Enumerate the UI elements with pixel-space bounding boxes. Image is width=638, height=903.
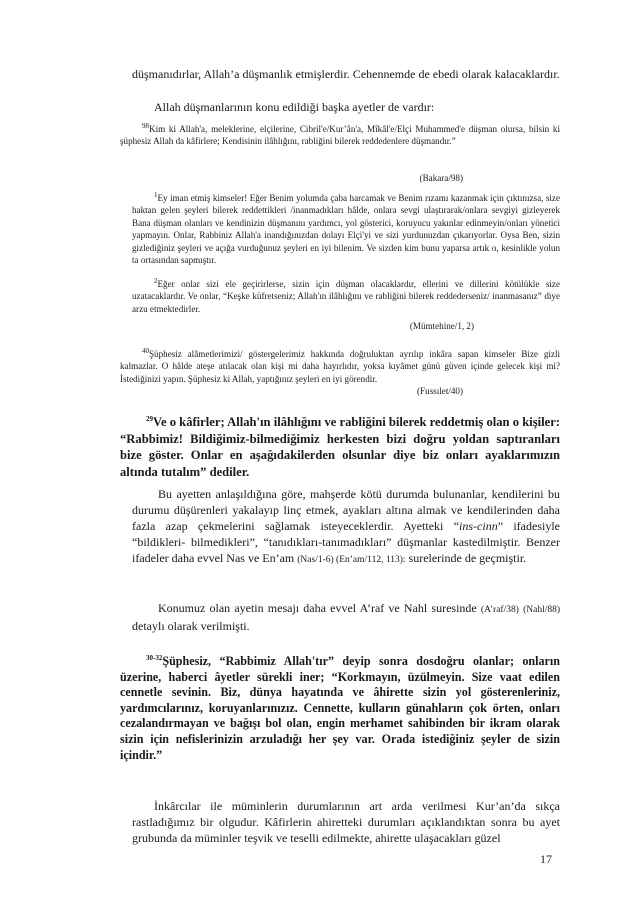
text-run: Bu ayetten anlaşıldığına göre, mahşerde kötü durumda bulunanlar, kendilerini bu durumu düşürenleri yakalayıp linç etmek, ayakları altına almak ve kendilerinden daha fazla azap çekmelerini sağlamak isteyeceklerdir. Ayetteki “ [132,487,560,533]
quote-reference: (Fussılet/40) [417,386,463,396]
paragraph-final: İnkârcılar ile müminlerin durumlarının art arda verilmesi Kur’an’da sıkça rastladığımız bir olgudur. Kâfirlerin ahiretteki durumları açıklandıktan sonra bu ayet grubunda da müminler teşvik ve teselli edilmekte, ahirette ulaşacakları güzel [132,799,560,845]
quote-reference: (Bakara/98) [419,173,463,183]
text-run: detaylı olarak verilmişti. [132,619,250,633]
quote-text: Şüphesiz alâmetlerimizi/ göstergelerimiz hakkında doğruluktan ayrılıp inkâra sapan kimseler Bize gizli kalmazlar. O hâlde ateşe atılacak olan kişi mi daha hayırlıdır, yoksa kıyâmet günü güven içinde gelecek kişi mi? İstediğinizi yapın. Şüphesiz ki Allah, yaptığınız şeyleri en iyi görendir. [120,349,560,384]
paragraph-explanation [132,486,560,568]
quote-fussilet-40 [120,348,560,385]
page-number: 17 [540,852,552,866]
verse-text: Ve o kâfirler; Allah'ın ilâhlığını ve rabliğini bilerek reddetmiş olan o kişiler: “Rabbimiz! Bildiğimiz-bilmediğimiz herkesten bizi doğru yoldan saptıranları bize göster. Onlar en aşağıdakilerden olsunlar diye biz onları ayaklarımızın altında tutalım” dediler. [120,415,560,479]
paragraph-intro: düşmanıdırlar, Allah’a düşmanlık etmişlerdir. Cehennemde de ebedi olarak kalacaklardır. [132,67,560,81]
verse-number: 1 [154,190,158,199]
surah-reference: (A’raf/38) [480,605,519,615]
quote-reference: (Mümtehine/1, 2) [409,321,474,331]
verse-number: 30-32 [146,653,163,662]
verse-29 [120,414,560,480]
paragraph-topic [132,600,560,634]
quote-bakara-98 [120,123,560,148]
text-run: ” ifadesiyle “bildikleri- bilmedikleri”, “tanıdıkları-tanımadıkları” düşmanlar kastedilmiştir. Benzer ifadeler daha evvel Nas ve En’am [132,519,560,565]
verse-number: 29 [146,414,153,423]
quote-text: Eğer onlar sizi ele geçirirlerse, sizin için düşman olacaklardır, ellerini ve dillerini kötülükle size uzatacaklardır. Ve onlar, “Keşke küfretseniz; Allah'ın ilâhlığını ve rabliğini bilerek reddederseniz/ inanmasanız” diye arzu etmektedirler. [132,279,560,314]
verse-number: 2 [154,276,158,285]
paragraph-other-verses: Allah düşmanlarının konu edildiği başka ayetler de vardır: [154,100,435,114]
quote-text: Ey iman etmiş kimseler! Eğer Benim yolumda çaba harcamak ve Benim rızamı kazanmak için çıktınızsa, size haktan gelen şeyleri bilerek reddettikleri /inanmadıkları hâlde, onlara sevgi ulaştırarak/onlara sevgiyi gizleyerek Bana düşman olanları ve kendinizin düşmanını yardımcı, yol gösterici, koruyucu yakınlar edinmeyin/onları yönetici yapmayın. Onlar, Rabbiniz Allah'a inandığınızdan dolayı Elçi'yi ve sizi yurdunuzdan çıkarıyorlar. Oysa Ben, sizin gizlediğiniz şeyleri ve açığa vurduğunuz şeyleri en iyi bilenim. Ve sizden kim bunu yaparsa artık o, kesinlikle yolun ta ortasından sapmıştır. [132,193,560,266]
text-run: Konumuz olan ayetin mesajı daha evvel A’raf ve Nahl suresinde [158,601,481,615]
verse-number: 40 [142,346,149,355]
verse-30-32 [120,654,560,763]
quote-mumtehine-1 [132,192,560,266]
quote-mumtehine-2 [132,278,560,315]
quote-text: Kim ki Allah'a, meleklerine, elçilerine, Cibril'e/Kur’ân'a, Mîkâl'e/Elçi Muhammed'e düşman olursa, bilsin ki şüphesiz Allah da kâfirlere; Kendisinin ilâhlığını, rabliğini bilerek reddedenlere düşmandır.” [120,124,560,147]
surah-reference: (Nahl/88) [523,605,561,615]
text-run: surelerinde de geçmiştir. [405,551,527,565]
verse-number: 98 [142,121,149,130]
italic-term: ins-cinn [459,519,498,533]
verse-text: Şüphesiz, “Rabbimiz Allah'tır” deyip sonra dosdoğru olanlar; onların üzerine, haberci âyetler sürekli iner; “Korkmayın, üzülmeyin. Size vaat edilen cennetle sevinin. Biz, dünya hayatında ve âhirette sizin yol gösterenleriniz, yardımcılarınız, koruyanlarınızız. Cennette, kulların günahların çok örten, onları cezalandırmayan ve bağışı bol olan, engin merhamet sahibinden bir ikram olarak sizin için nefislerinizin arzuladığı her şey var. Orada istediğiniz şeyler de sizin içindir.” [120,654,560,762]
surah-references: (Nas/1-6) (En’am/112, 113): [297,555,406,565]
